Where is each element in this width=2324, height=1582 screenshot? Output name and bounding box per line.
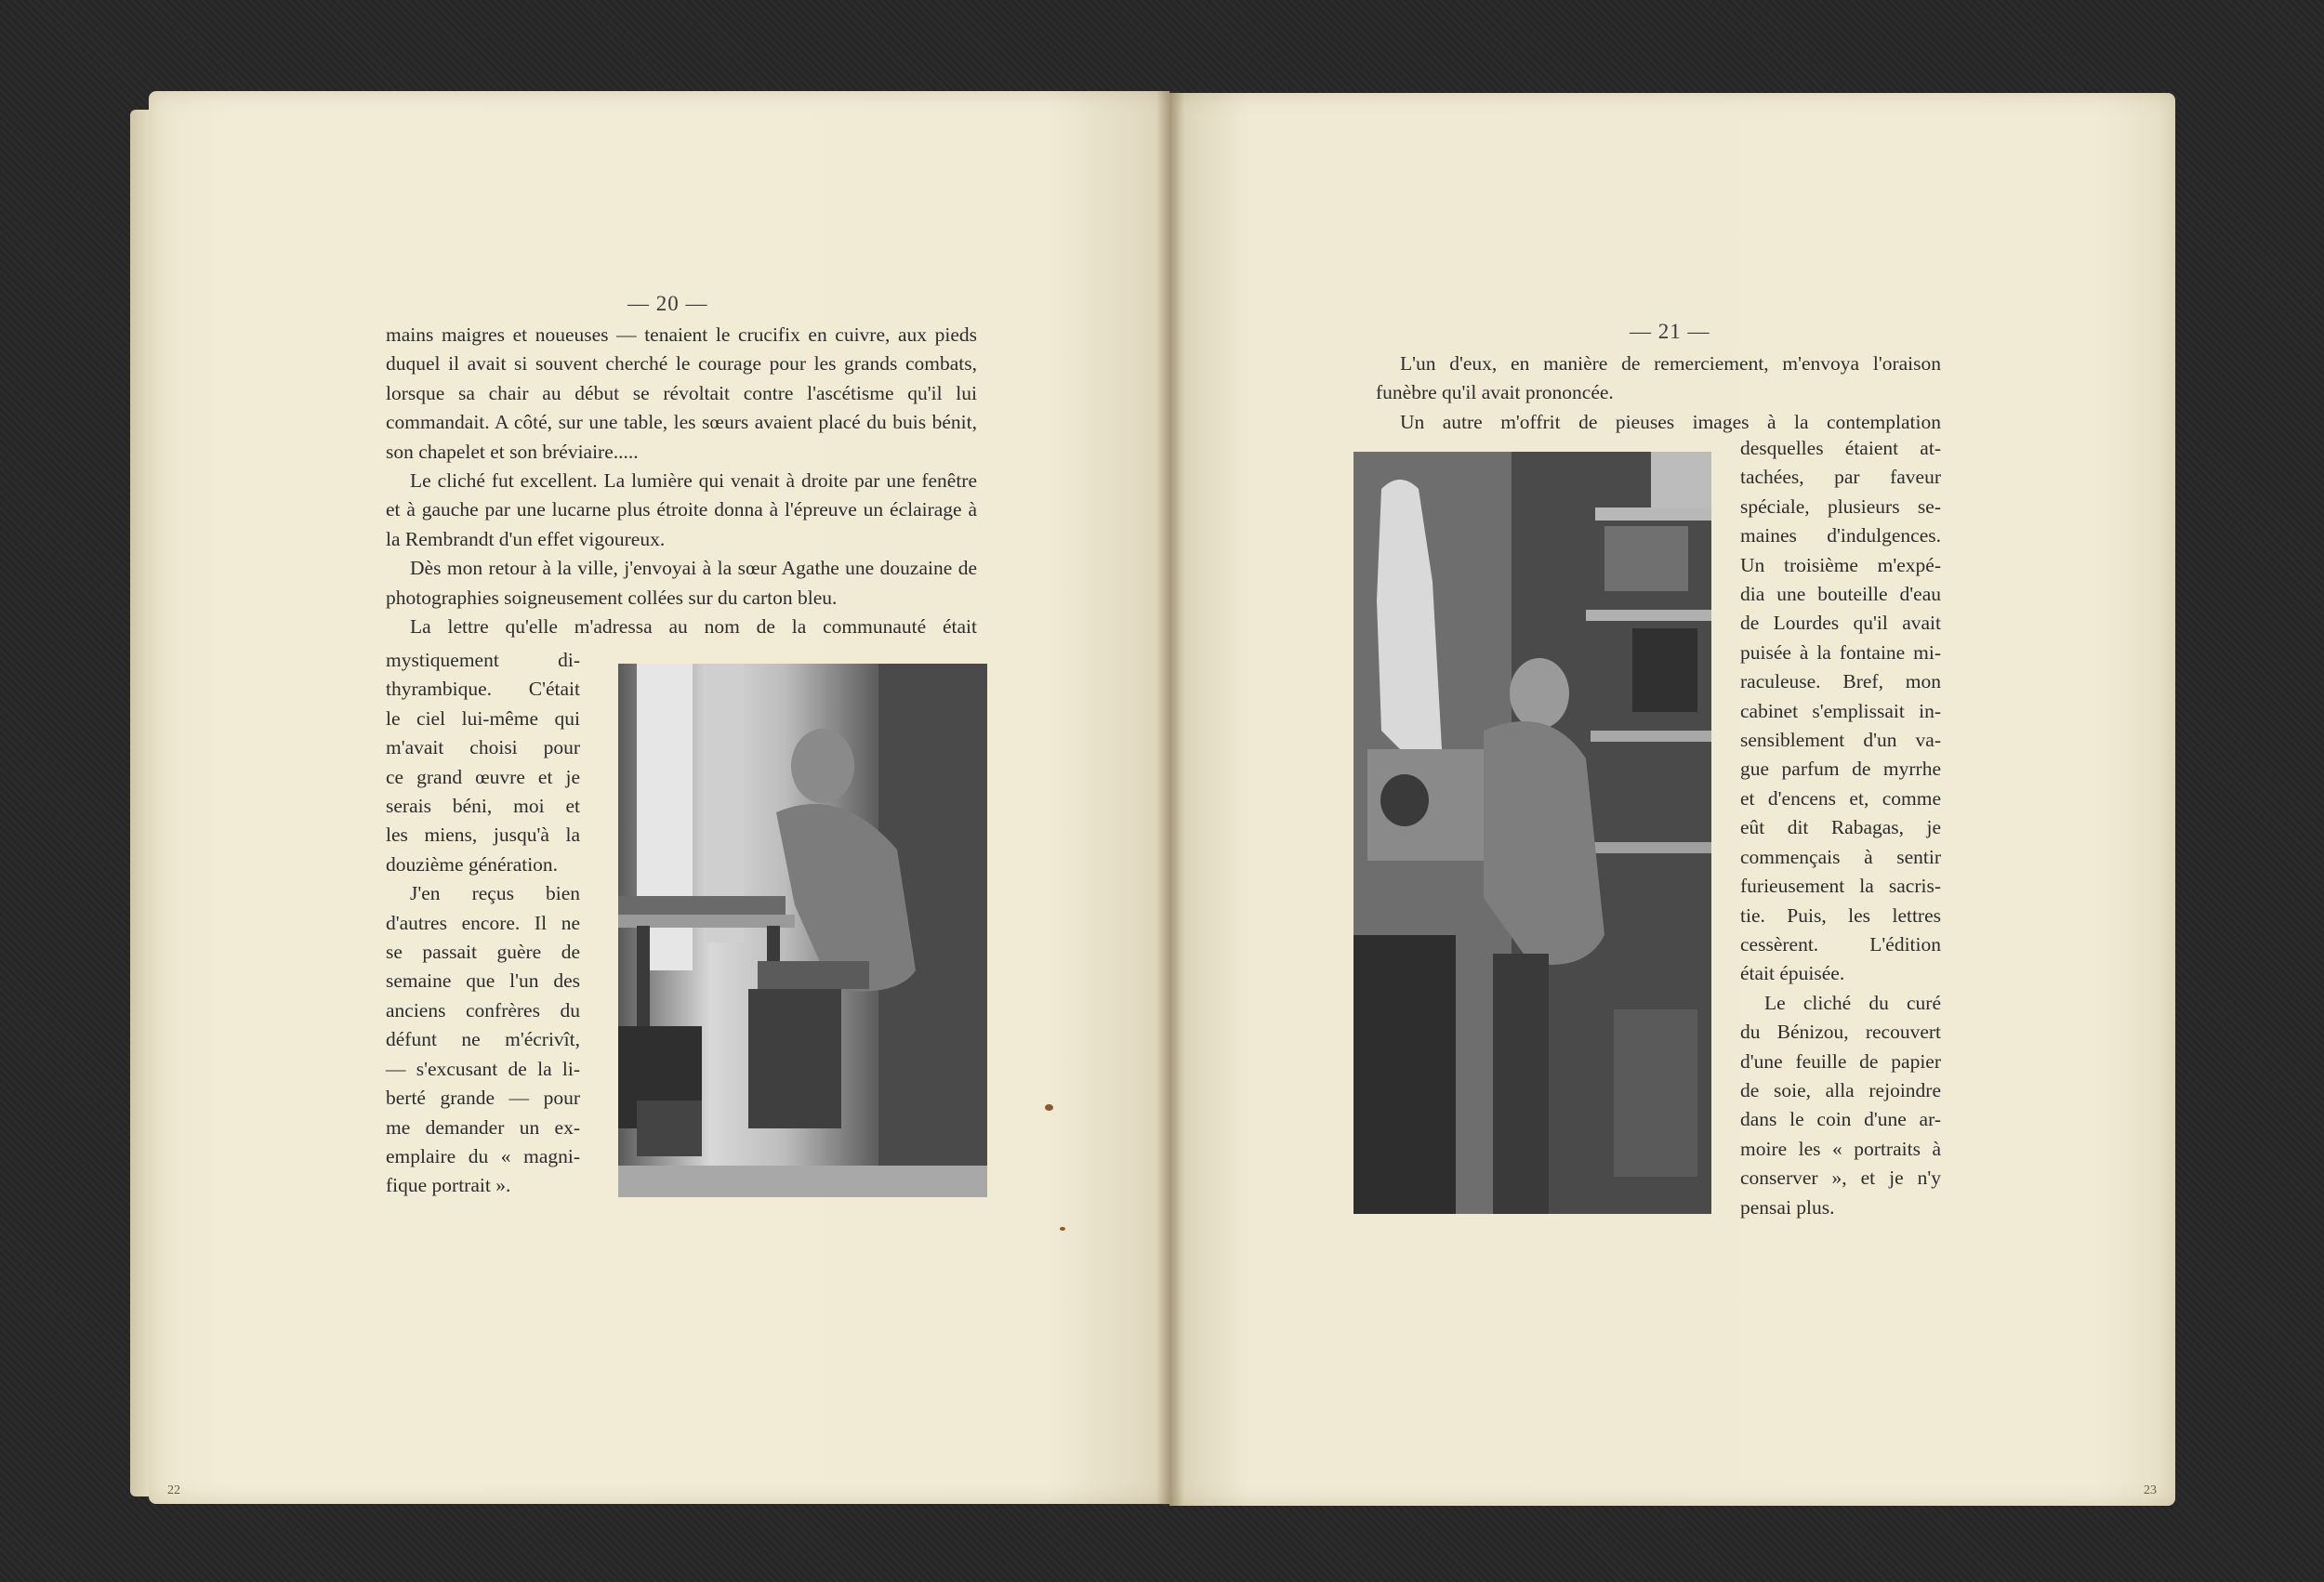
- left-paragraph-1: mains maigres et noueuses — tenaient le crucifix en cuivre, aux pieds duquel il avait si souvent cherché le courage pour les grands combats, lorsque sa chair au début se révoltait contre l'ascétisme qu'il lui commandait. A côté, sur une table, les sœurs avaient placé du buis bénit, son chapelet et son bréviaire.....: [386, 323, 977, 463]
- right-column-line: dans le coin d'une ar-: [1740, 1108, 1941, 1131]
- right-column-line: moire les « portraits à: [1740, 1137, 1941, 1160]
- right-column-line: et d'encens et, comme: [1740, 786, 1941, 810]
- right-column-line: de Lourdes qu'il avait: [1740, 612, 1941, 635]
- left-column-line: se passait guère de: [386, 941, 580, 964]
- left-column-line: douzième génération.: [386, 852, 559, 876]
- right-column-line: commençais à sentir: [1740, 845, 1941, 868]
- right-column-line: pensai plus.: [1740, 1195, 1835, 1219]
- left-column-line: semaine que l'un des: [386, 969, 580, 993]
- right-column-text: [1740, 434, 1941, 1222]
- right-column-line: puisée à la fontaine mi-: [1740, 640, 1941, 664]
- ink-spot: [1045, 1104, 1053, 1111]
- right-corner-mark: 23: [2144, 1483, 2157, 1497]
- right-column-line: tie. Puis, les lettres: [1740, 903, 1941, 927]
- right-column-line: d'une feuille de papier: [1740, 1049, 1941, 1073]
- photo-man-at-table: [618, 664, 987, 1197]
- left-column-line: fique portrait ».: [386, 1174, 511, 1197]
- right-column-line: Un troisième m'expé-: [1740, 553, 1941, 576]
- left-column-line: le ciel lui-même qui: [386, 706, 580, 730]
- left-column-line: m'avait choisi pour: [386, 736, 580, 759]
- right-column-line: spéciale, plusieurs se-: [1740, 494, 1941, 518]
- right-column-line: du Bénizou, recouvert: [1740, 1021, 1941, 1044]
- left-column-line: ce grand œuvre et je: [386, 765, 580, 788]
- left-column-line: d'autres encore. Il ne: [386, 911, 580, 934]
- left-column-line: défunt ne m'écrivît,: [386, 1028, 580, 1051]
- right-column-line: eût dit Rabagas, je: [1740, 816, 1941, 839]
- photo-man-at-shelves: [1353, 452, 1711, 1214]
- left-paragraph-3: Dès mon retour à la ville, j'envoyai à la sœur Agathe une douzaine de photographies soigneusement collées sur du carton bleu.: [386, 557, 977, 609]
- left-column-line: — s'excusant de la li-: [386, 1057, 580, 1080]
- left-top-text: [386, 321, 977, 641]
- left-column-line: me demander un ex-: [386, 1115, 580, 1139]
- left-column-line: thyrambique. C'était: [386, 678, 580, 701]
- page-number-right: — 21 —: [1630, 320, 1710, 343]
- right-column-line: gue parfum de myrrhe: [1740, 758, 1941, 781]
- right-column-line: de soie, alla rejoindre: [1740, 1078, 1941, 1101]
- left-column-text: [386, 646, 580, 1201]
- right-column-line: dia une bouteille d'eau: [1740, 583, 1941, 606]
- left-column-line: J'en reçus bien: [410, 882, 580, 905]
- right-paragraph-1: L'un d'eux, en manière de remerciement, m'envoya l'oraison funèbre qu'il avait prononcée.: [1376, 352, 1941, 404]
- left-paragraph-2: Le cliché fut excellent. La lumière qui venait à droite par une fenêtre et à gauche par une lucarne plus étroite donna à l'épreuve un éclairage à la Rembrandt d'un effet vigoureux.: [386, 469, 977, 550]
- right-paragraph-2: Un autre m'offrit de pieuses images à la contemplation: [1400, 410, 1941, 433]
- right-column-line: tachées, par faveur: [1740, 466, 1941, 489]
- left-column-line: serais béni, moi et: [386, 795, 580, 818]
- right-column-line: desquelles étaient at-: [1740, 437, 1941, 459]
- right-column-line: conserver », et je n'y: [1740, 1167, 1941, 1190]
- page-number-left: — 20 —: [627, 292, 708, 315]
- right-column-line: maines d'indulgences.: [1740, 524, 1941, 547]
- right-column-line: raculeuse. Bref, mon: [1740, 670, 1941, 693]
- ink-spot: [1060, 1227, 1065, 1231]
- right-top-text: [1376, 349, 1941, 437]
- left-column-line: emplaire du « magni-: [386, 1144, 580, 1167]
- left-paragraph-4: La lettre qu'elle m'adressa au nom de la communauté était: [410, 615, 977, 639]
- right-column-line: furieusement la sacris-: [1740, 875, 1941, 898]
- right-column-line: sensiblement d'un va-: [1740, 729, 1941, 752]
- left-column-line: mystiquement di-: [386, 649, 580, 671]
- right-column-line: cabinet s'emplissait in-: [1740, 699, 1941, 722]
- left-column-line: berté grande — pour: [386, 1087, 580, 1110]
- book-gutter: [1156, 91, 1184, 1506]
- left-column-line: les miens, jusqu'à la: [386, 824, 580, 847]
- right-column-line: cessèrent. L'édition: [1740, 932, 1941, 956]
- right-column-line: Le cliché du curé: [1764, 991, 1941, 1014]
- left-corner-mark: 22: [167, 1483, 180, 1497]
- right-column-line: était épuisée.: [1740, 962, 1845, 985]
- left-column-line: anciens confrères du: [386, 998, 580, 1022]
